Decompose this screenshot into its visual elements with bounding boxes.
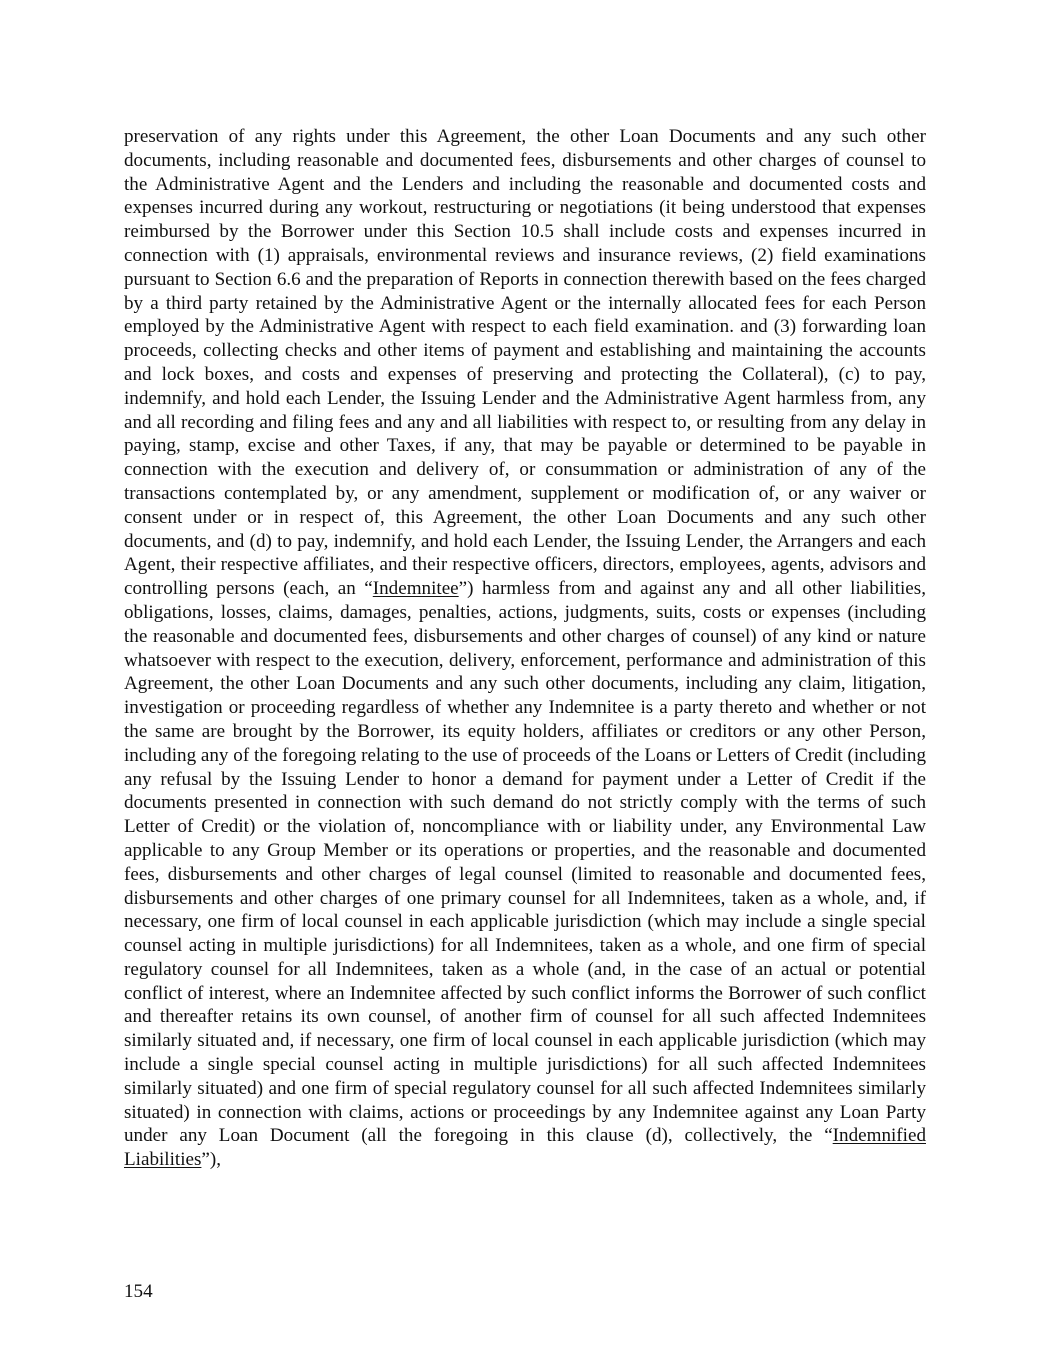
paragraph-text-part-1: preservation of any rights under this Agreement, the other Loan Documents and any such other documents, including reasonable and documented fees, disbursements and other charges of counsel to the Administrative Agent and the Lenders and including the reasonable and documented costs and expenses incurred during any workout, restructuring or negotiations (it being understood that expenses reimbursed by the Borrower under this Section 10.5 shall include costs and expenses incurred in connection with (1) appraisals, environmental reviews and insurance reviews, (2) field examinations pursuant to Section 6.6 and the preparation of Reports in connection therewith based on the fees charged by a third party retained by the Administrative Agent or the internally allocated fees for each Person employed by the Administrative Agent with respect to each field examination. and (3) forwarding loan proceeds, collecting checks and other items of payment and establishing and maintaining the accounts and lock boxes, and costs and expenses of preserving and protecting the Collateral), (c) to pay, indemnify, and hold each Lender, the Issuing Lender and the Administrative Agent harmless from, any and all recording and filing fees and any and all liabilities with respect to, or resulting from any delay in paying, stamp, excise and other Taxes, if any, that may be payable or determined to be payable in connection with the execution and delivery of, or consummation or administration of any of the transactions contemplated by, or any amendment, supplement or modification of, or any waiver or consent under or in respect of, this Agreement, the other Loan Documents and any such other documents, and (d) to pay, indemnify, and hold each Lender, the Issuing Lender, the Arrangers and each Agent, their respective affiliates, and their respective officers, directors, employees, agents, advisors and controlling persons (each, an “ bbox=[124, 126, 926, 600]
body-paragraph bbox=[124, 125, 926, 1172]
paragraph-text-part-3: ”), bbox=[201, 1149, 222, 1171]
page-number: 154 bbox=[124, 1281, 153, 1302]
defined-term-indemnitee: Indemnitee bbox=[372, 578, 459, 600]
defined-term-indemnified-liabilities: Indemnified Liabilities bbox=[124, 1125, 926, 1171]
paragraph-text-part-2: ”) harmless from and against any and all other liabilities, obligations, losses, claims, damages, penalties, actions, judgments, suits, costs or expenses (including the reasonable and documented fees, disbursements and other charges of counsel) of any kind or nature whatsoever with respect to the execution, delivery, enforcement, performance and administration of this Agreement, the other Loan Documents and any such other documents, including any claim, litigation, investigation or proceeding regardless of whether any Indemnitee is a party thereto and whether or not the same are brought by the Borrower, its equity holders, affiliates or creditors or any other Person, including any of the foregoing relating to the use of proceeds of the Loans or Letters of Credit (including any refusal by the Issuing Lender to honor a demand for payment under a Letter of Credit if the documents presented in connection with such demand do not strictly comply with the terms of such Letter of Credit) or the violation of, noncompliance with or liability under, any Environmental Law applicable to any Group Member or its operations or properties, and the reasonable and documented fees, disbursements and other charges of legal counsel (limited to reasonable and documented fees, disbursements and other charges of one primary counsel for all Indemnitees, taken as a whole, and, if necessary, one firm of local counsel in each applicable jurisdiction (which may include a single special counsel acting in multiple jurisdictions) for all Indemnitees, taken as a whole, and one firm of special regulatory counsel for all Indemnitees, taken as a whole (and, in the case of an actual or potential conflict of interest, where an Indemnitee affected by such conflict informs the Borrower of such conflict and thereafter retains its own counsel, of another firm of counsel for all such affected Indemnitees similarly situated and, if necessary, one firm of local counsel in each applicable jurisdiction (which may include a single special counsel acting in multiple jurisdictions) for all such affected Indemnitees similarly situated) and one firm of special regulatory counsel for all such affected Indemnitees similarly situated) in connection with claims, actions or proceedings by any Indemnitee against any Loan Party under any Loan Document (all the foregoing in this clause (d), collectively, the “ bbox=[124, 578, 926, 1147]
